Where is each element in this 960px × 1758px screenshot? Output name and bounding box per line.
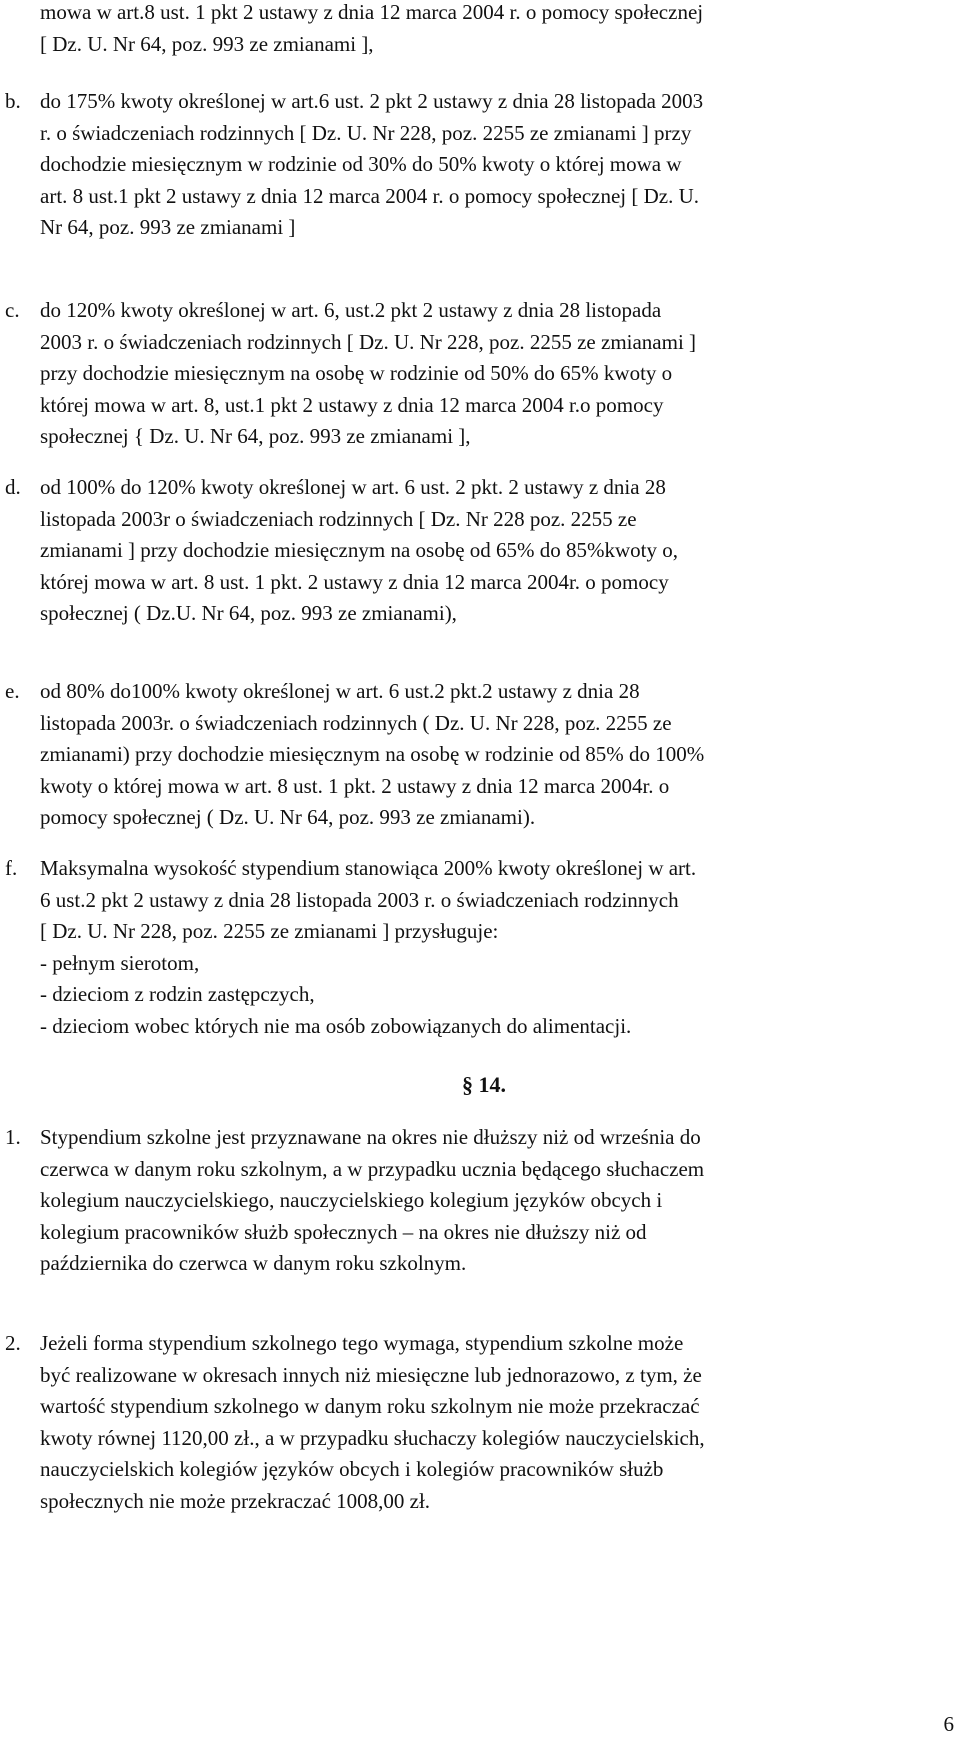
text-line: listopada 2003r o świadczeniach rodzinnych [ Dz. Nr 228 poz. 2255 ze bbox=[40, 506, 637, 531]
text-line: [ Dz. U. Nr 228, poz. 2255 ze zmianami ] przysługuje: bbox=[40, 919, 499, 943]
text-line: której mowa w art. 8, ust.1 pkt 2 ustawy z dnia 12 marca 2004 r.o pomocy bbox=[40, 392, 664, 417]
text-line: Maksymalna wysokość stypendium stanowiąca 200% kwoty określonej w art. bbox=[40, 856, 697, 880]
text-line: Jeżeli forma stypendium szkolnego tego wymaga, stypendium szkolne może bbox=[40, 1331, 684, 1355]
text-line: października do czerwca w danym roku szkolnym. bbox=[40, 1251, 467, 1275]
paragraph-number: 1. bbox=[5, 1125, 21, 1149]
text-line: być realizowane w okresach innych niż miesięczne lub jednorazowo, z tym, że bbox=[40, 1362, 702, 1387]
text-line: 2003 r. o świadczeniach rodzinnych [ Dz. U. Nr 228, poz. 2255 ze zmianami ] bbox=[40, 329, 697, 354]
text-line: od 100% do 120% kwoty określonej w art. 6 ust. 2 pkt. 2 ustawy z dnia 28 bbox=[40, 475, 666, 499]
text-line: kolegium pracowników służb społecznych – na okres nie dłuższy niż od bbox=[40, 1219, 647, 1244]
text-line: kwoty o której mowa w art. 8 ust. 1 pkt. 2 ustawy z dnia 12 marca 2004r. o bbox=[40, 773, 670, 798]
section-title: § 14. bbox=[462, 1072, 506, 1097]
bullet-line: - dzieciom z rodzin zastępczych, bbox=[40, 982, 315, 1006]
paragraph-number: 2. bbox=[5, 1331, 21, 1355]
text-line: od 80% do100% kwoty określonej w art. 6 ust.2 pkt.2 ustawy z dnia 28 bbox=[40, 679, 640, 703]
text-line: mowa w art.8 ust. 1 pkt 2 ustawy z dnia 12 marca 2004 r. o pomocy społecznej bbox=[40, 0, 704, 24]
text-line: czerwca w danym roku szkolnym, a w przypadku ucznia będącego słuchaczem bbox=[40, 1156, 705, 1181]
item-marker: e. bbox=[5, 679, 20, 703]
item-marker: c. bbox=[5, 298, 20, 322]
text-line: zmianami) przy dochodzie miesięcznym na osobę w rodzinie od 85% do 100% bbox=[40, 742, 705, 766]
text-line: Nr 64, poz. 993 ze zmianami ] bbox=[40, 215, 296, 239]
page-number: 6 bbox=[943, 1712, 954, 1736]
bullet-line: - dzieciom wobec których nie ma osób zobowiązanych do alimentacji. bbox=[40, 1013, 632, 1038]
text-line: [ Dz. U. Nr 64, poz. 993 ze zmianami ], bbox=[40, 31, 374, 56]
text-line: społecznej ( Dz.U. Nr 64, poz. 993 ze zmianami), bbox=[40, 601, 457, 625]
text-line: społecznej { Dz. U. Nr 64, poz. 993 ze zmianami ], bbox=[40, 424, 471, 448]
text-line: dochodzie miesięcznym w rodzinie od 30% do 50% kwoty o której mowa w bbox=[40, 152, 682, 176]
item-marker: b. bbox=[5, 89, 21, 113]
text-line: kwoty równej 1120,00 zł., a w przypadku słuchaczy kolegiów nauczycielskich, bbox=[40, 1425, 705, 1450]
text-line: art. 8 ust.1 pkt 2 ustawy z dnia 12 marca 2004 r. o pomocy społecznej [ Dz. U. bbox=[40, 183, 700, 208]
text-line: nauczycielskich kolegiów języków obcych i kolegiów pracowników służb bbox=[40, 1457, 664, 1481]
text-line: Stypendium szkolne jest przyznawane na okres nie dłuższy niż od września do bbox=[40, 1125, 701, 1149]
text-line: przy dochodzie miesięcznym na osobę w rodzinie od 50% do 65% kwoty o bbox=[40, 361, 673, 385]
text-line: r. o świadczeniach rodzinnych [ Dz. U. Nr 228, poz. 2255 ze zmianami ] przy bbox=[40, 120, 692, 145]
text-line: pomocy społecznej ( Dz. U. Nr 64, poz. 993 ze zmianami). bbox=[40, 805, 536, 829]
text-line: wartość stypendium szkolnego w danym roku szkolnym nie może przekraczać bbox=[40, 1394, 700, 1418]
item-marker: d. bbox=[5, 475, 21, 499]
text-line: społecznych nie może przekraczać 1008,00 zł. bbox=[40, 1488, 431, 1513]
text-line: zmianami ] przy dochodzie miesięcznym na osobę od 65% do 85%kwoty o, bbox=[40, 538, 678, 562]
text-line: do 175% kwoty określonej w art.6 ust. 2 pkt 2 ustawy z dnia 28 listopada 2003 bbox=[40, 89, 704, 113]
text-line: do 120% kwoty określonej w art. 6, ust.2 pkt 2 ustawy z dnia 28 listopada bbox=[40, 298, 662, 322]
text-line: listopada 2003r. o świadczeniach rodzinnych ( Dz. U. Nr 228, poz. 2255 ze bbox=[40, 710, 672, 735]
text-line: 6 ust.2 pkt 2 ustawy z dnia 28 listopada 2003 r. o świadczeniach rodzinnych bbox=[40, 887, 679, 912]
item-marker: f. bbox=[5, 856, 18, 880]
text-line: kolegium nauczycielskiego, nauczycielskiego kolegium języków obcych i bbox=[40, 1188, 663, 1212]
text-line: której mowa w art. 8 ust. 1 pkt. 2 ustawy z dnia 12 marca 2004r. o pomocy bbox=[40, 569, 669, 594]
bullet-line: - pełnym sierotom, bbox=[40, 950, 200, 975]
